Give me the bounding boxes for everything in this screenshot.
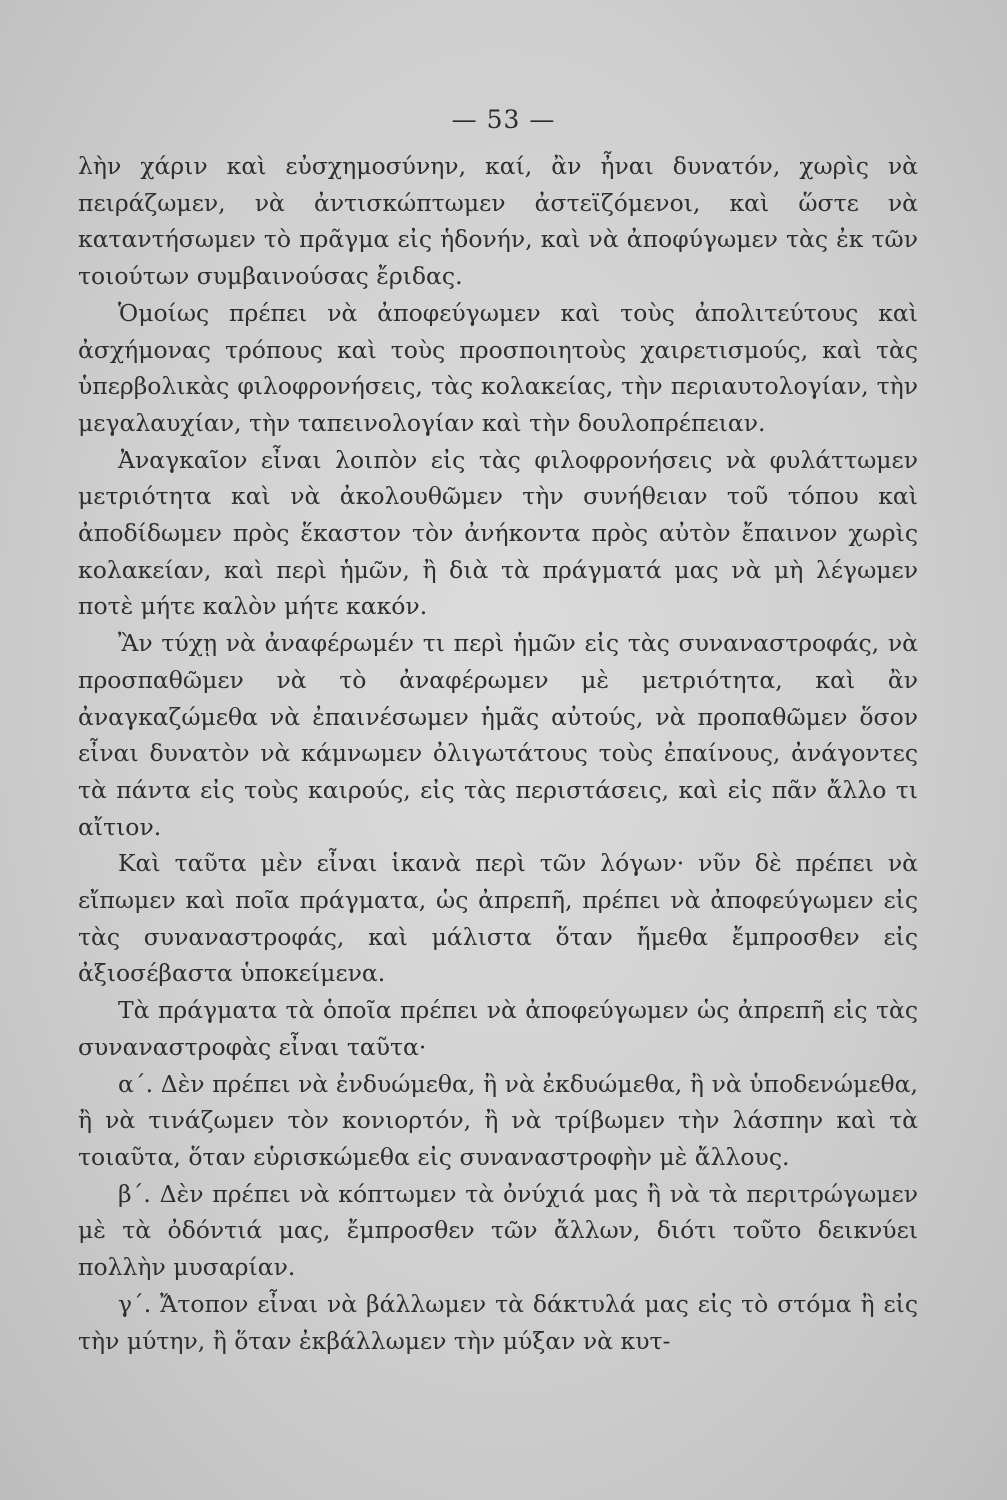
paragraph: β΄. Δὲν πρέπει νὰ κόπτωμεν τὰ ὀνύχιά μας ἢ νὰ τὰ περιτρώγωμεν μὲ τὰ ὀδόντιά μας, ἔμπροσθεν τῶν ἄλλων, διότι τοῦτο δεικνύει πολλὴν μυσαρίαν. <box>78 1179 918 1282</box>
paragraph: Ὁμοίως πρέπει νὰ ἀποφεύγωμεν καὶ τοὺς ἀπολιτεύτους καὶ ἀσχήμονας τρόπους καὶ τοὺς προσποιητοὺς χαιρετισμούς, καὶ τὰς ὑπερβολικὰς φιλοφρονήσεις, τὰς κολακείας, τὴν περιαυτολογίαν, τὴν μεγαλαυχίαν, τὴν ταπεινολογίαν καὶ τὴν δουλοπρέπειαν. <box>78 298 918 437</box>
paragraph: α΄. Δὲν πρέπει νὰ ἐνδυώμεθα, ἢ νὰ ἐκδυώμεθα, ἢ νὰ ὑποδενώμεθα, ἢ νὰ τινάζωμεν τὸν κονιορτόν, ἢ νὰ τρίβωμεν τὴν λάσπην καὶ τὰ τοιαῦτα, ὅταν εὑρισκώμεθα εἰς συναναστροφὴν μὲ ἄλλους. <box>78 1069 918 1171</box>
paragraph: γ΄. Ἄτοπον εἶναι νὰ βάλλωμεν τὰ δάκτυλά μας εἰς τὸ στόμα ἢ εἰς τὴν μύτην, ἢ ὅταν ἐκβάλλωμεν τὴν μύξαν νὰ κυτ- <box>78 1289 918 1355</box>
page-number: — 53 — <box>451 105 556 134</box>
paragraph: Ἀναγκαῖον εἶναι λοιπὸν εἰς τὰς φιλοφρονήσεις νὰ φυλάττωμεν μετριότητα καὶ νὰ ἀκολουθῶμεν τὴν συνήθειαν τοῦ τόπου καὶ ἀποδίδωμεν πρὸς ἕκαστον τὸν ἀνήκοντα πρὸς αὐτὸν ἔπαινον χωρὶς κολακείαν, καὶ περὶ ἡμῶν, ἢ διὰ τὰ πράγματά μας νὰ μὴ λέγωμεν ποτὲ μήτε καλὸν μήτε κακόν. <box>78 445 918 621</box>
paragraph: Ἂν τύχῃ νὰ ἀναφέρωμέν τι περὶ ἡμῶν εἰς τὰς συναναστροφάς, νὰ προσπαθῶμεν νὰ τὸ ἀναφέρωμεν μὲ μετριότητα, καὶ ἂν ἀναγκαζώμεθα νὰ ἐπαινέσωμεν ἡμᾶς αὐτούς, νὰ προπαθῶμεν ὅσον εἶναι δυνατὸν νὰ κάμνωμεν ὀλιγωτάτους τοὺς ἐπαίνους, ἀνάγοντες τὰ πάντα εἰς τοὺς καιρούς, εἰς τὰς περιστάσεις, καὶ εἰς πᾶν ἄλλο τι αἴτιον. <box>78 629 918 841</box>
paragraph: Καὶ ταῦτα μὲν εἶναι ἱκανὰ περὶ τῶν λόγων· νῦν δὲ πρέπει νὰ εἴπωμεν καὶ ποῖα πράγματα, ὡς ἀπρεπῆ, πρέπει νὰ ἀποφεύγωμεν εἰς τὰς συναναστροφάς, καὶ μάλιστα ὅταν ἤμεθα ἔμπροσθεν εἰς ἀξιοσέβαστα ὑποκείμενα. <box>78 849 918 988</box>
paragraph: Τὰ πράγματα τὰ ὁποῖα πρέπει νὰ ἀποφεύγωμεν ὡς ἀπρεπῆ εἰς τὰς συναναστροφὰς εἶναι ταῦτα· <box>78 996 918 1061</box>
page-body <box>78 148 918 1359</box>
paragraph: λὴν χάριν καὶ εὐσχημοσύνην, καί, ἂν ἦναι δυνατόν, χωρὶς νὰ πειράζωμεν, νὰ ἀντισκώπτωμεν ἀστεϊζόμενοι, καὶ ὥστε νὰ καταντήσωμεν τὸ πρᾶγμα εἰς ἡδονήν, καὶ νὰ ἀποφύγωμεν τὰς ἐκ τῶν τοιούτων συμβαινούσας ἔριδας. <box>78 152 918 291</box>
